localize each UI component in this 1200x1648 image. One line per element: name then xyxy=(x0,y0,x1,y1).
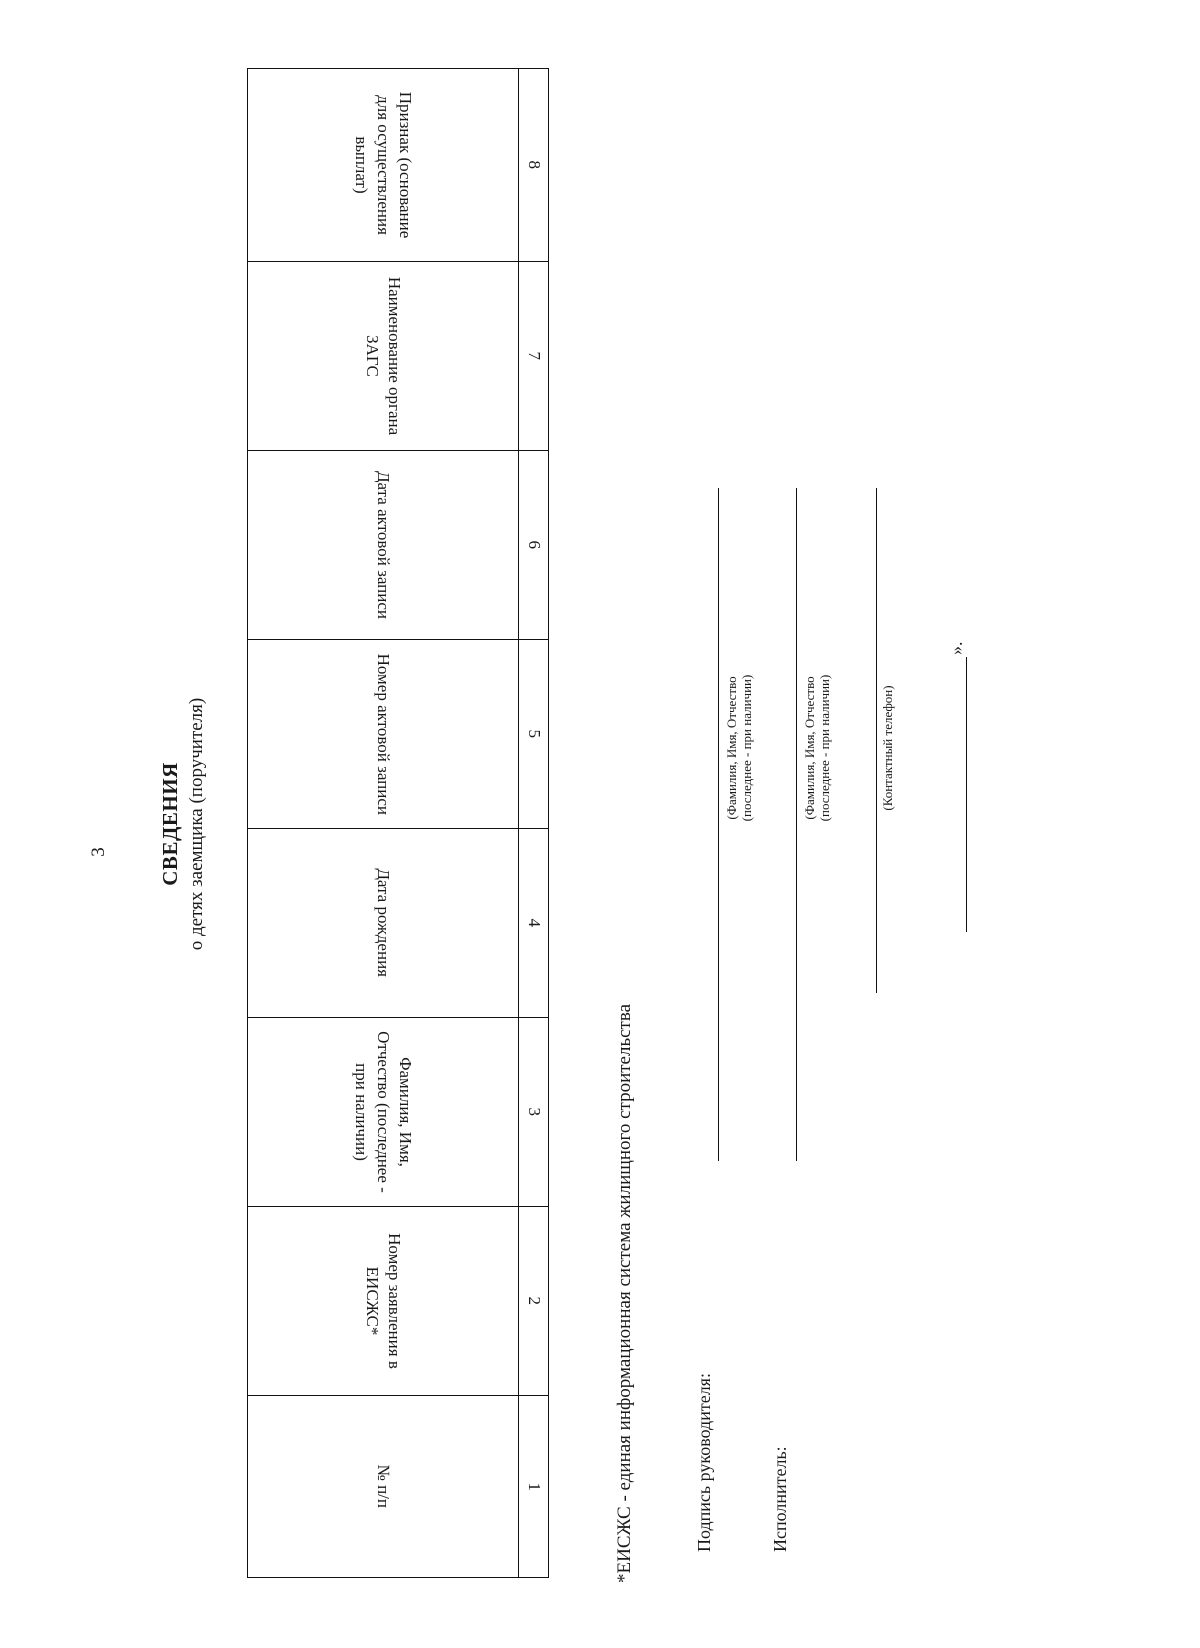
column-number: 8 xyxy=(519,69,549,262)
date-suffix: ». xyxy=(946,641,966,655)
column-number: 2 xyxy=(519,1207,549,1396)
document-title: СВЕДЕНИЯ xyxy=(158,762,182,886)
column-number: 1 xyxy=(519,1396,549,1578)
head-signature-label: Подпись руководителя: xyxy=(694,1373,714,1552)
date-line xyxy=(966,657,967,932)
column-number: 3 xyxy=(519,1018,549,1207)
table-header-row xyxy=(248,69,519,1578)
executor-label: Исполнитель: xyxy=(770,1446,790,1552)
header-cell-birth-date: Дата рождения xyxy=(248,829,519,1018)
column-number: 6 xyxy=(519,451,549,640)
header-cell-record-date: Дата актовой записи xyxy=(248,451,519,640)
header-cell-registry-office: Наименование органа ЗАГС xyxy=(248,262,519,451)
column-number: 7 xyxy=(519,262,549,451)
footnote: *ЕИСЖС - единая информационная система жилищного строительства xyxy=(614,1003,635,1583)
header-cell-full-name: Фамилия, Имя, Отчество (последнее - при наличии) xyxy=(248,1018,519,1207)
phone-caption: (Контактный телефон) xyxy=(880,685,895,811)
header-cell-number: № п/п xyxy=(248,1396,519,1578)
document-subtitle: о детях заемщика (поручителя) xyxy=(186,697,207,951)
header-cell-payment-basis: Признак (основание для осуществления выплат) xyxy=(248,69,519,262)
header-cell-application-number: Номер заявления в ЕИСЖС* xyxy=(248,1207,519,1396)
executor-name-line xyxy=(796,488,797,993)
children-info-table xyxy=(247,68,549,1578)
page-number: 3 xyxy=(88,847,109,857)
head-name-line xyxy=(718,488,719,993)
executor-name-caption: (Фамилия, Имя, Отчество (последнее - при наличии) xyxy=(802,674,832,822)
header-cell-record-number: Номер актовой записи xyxy=(248,640,519,829)
phone-line xyxy=(876,488,877,993)
column-number: 5 xyxy=(519,640,549,829)
table-column-numbers-row xyxy=(519,69,549,1578)
head-name-caption: (Фамилия, Имя, Отчество (последнее - при наличии) xyxy=(724,674,754,822)
column-number: 4 xyxy=(519,829,549,1018)
